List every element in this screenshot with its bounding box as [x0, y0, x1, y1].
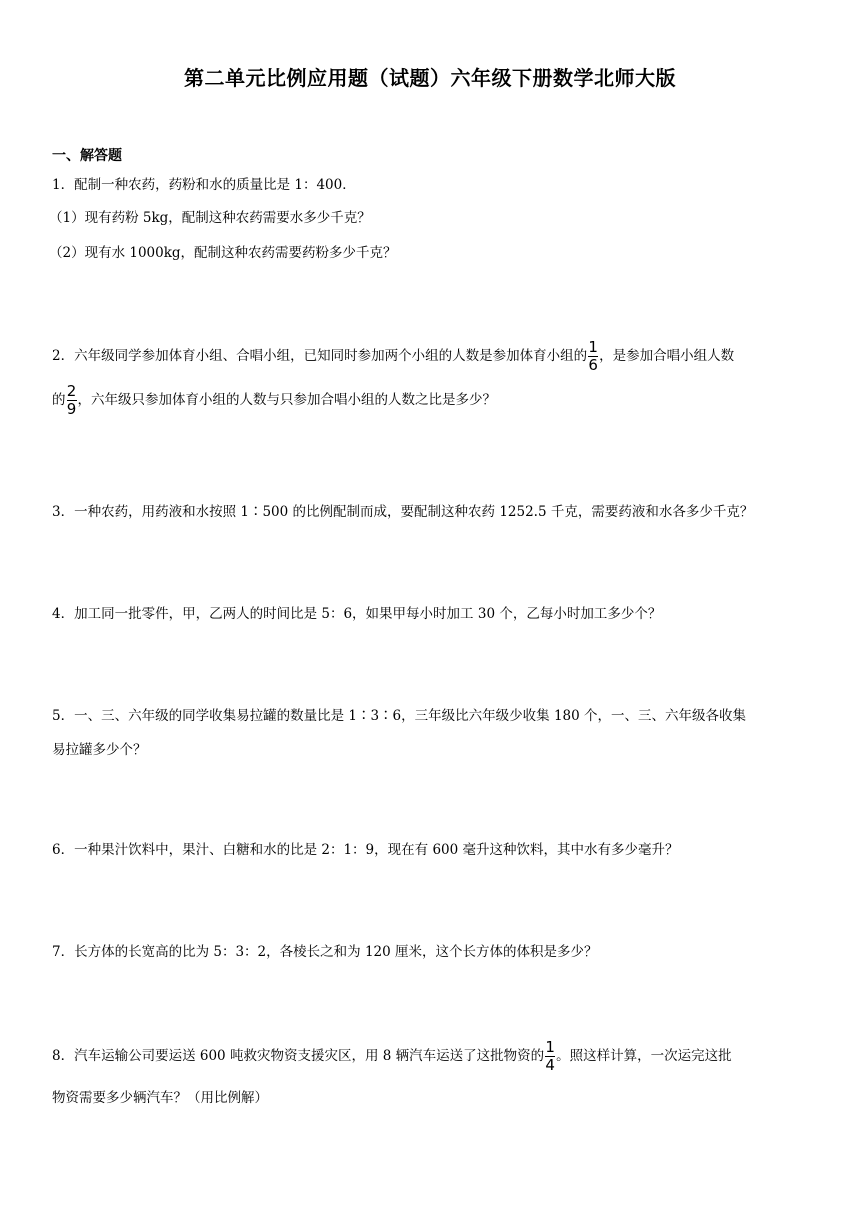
question-2-line-2: [52, 384, 496, 417]
fraction-one-quarter: [545, 1040, 555, 1073]
question-1-part-2: （2）现有水 1000kg，配制这种农药需要药粉多少千克？: [49, 245, 397, 261]
question-5-line-1: 5．一、三、六年级的同学收集易拉罐的数量比是 1∶3∶6，三年级比六年级少收集 180 个，一、三、六年级各收集: [52, 708, 746, 724]
question-2-line-1: [52, 340, 734, 373]
question-5-line-2: 易拉罐多少个？: [52, 742, 147, 758]
question-1-stem: 1．配制一种农药，药粉和水的质量比是 1：400．: [52, 177, 356, 193]
question-8-text-a: 8．汽车运输公司要运送 600 吨救灾物资支援灾区，用 8 辆汽车运送了这批物资的: [52, 1048, 545, 1064]
question-1-part-1: （1）现有药粉 5kg，配制这种农药需要水多少千克？: [49, 210, 371, 226]
question-4: 4．加工同一批零件，甲，乙两人的时间比是 5：6，如果甲每小时加工 30 个，乙每小时加工多少个？: [52, 606, 662, 622]
question-2-text-b: ，是参加合唱小组人数: [599, 348, 735, 364]
fraction-denominator: 6: [588, 356, 598, 374]
question-7: 7．长方体的长宽高的比为 5：3：2，各棱长之和为 120 厘米，这个长方体的体积是多少？: [52, 944, 598, 960]
question-8-text-b: 。照这样计算，一次运完这批: [556, 1048, 732, 1064]
fraction-one-sixth: [588, 340, 598, 373]
question-2-text-a: 2．六年级同学参加体育小组、合唱小组，已知同时参加两个小组的人数是参加体育小组的: [52, 348, 588, 364]
question-8-line-1: [52, 1040, 732, 1073]
question-2-text-c: 的: [52, 392, 66, 408]
document-title: 第二单元比例应用题（试题）六年级下册数学北师大版: [184, 66, 676, 90]
question-8-line-2: 物资需要多少辆汽车？（用比例解）: [52, 1090, 268, 1106]
fraction-numerator: 2: [66, 382, 77, 400]
question-3: 3．一种农药，用药液和水按照 1∶500 的比例配制而成，要配制这种农药 1252.5 千克，需要药液和水各多少千克？: [52, 504, 754, 520]
fraction-denominator: 4: [545, 1056, 555, 1074]
fraction-denominator: 9: [66, 400, 77, 418]
fraction-two-ninths: [67, 384, 77, 417]
fraction-numerator: 1: [545, 1038, 555, 1056]
question-6: 6．一种果汁饮料中，果汁、白糖和水的比是 2：1：9，现在有 600 毫升这种饮料，其中水有多少毫升？: [52, 842, 679, 858]
section-heading: 一、解答题: [52, 148, 122, 164]
question-2-text-d: ，六年级只参加体育小组的人数与只参加合唱小组的人数之比是多少？: [77, 392, 496, 408]
fraction-numerator: 1: [588, 338, 598, 356]
